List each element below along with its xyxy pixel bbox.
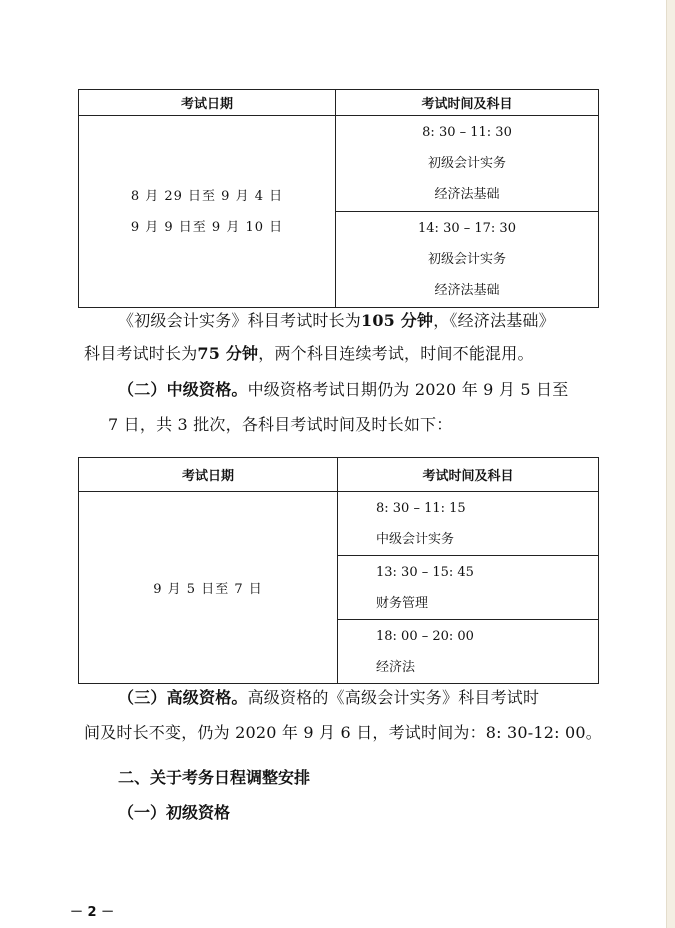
- table1-header-date: 考试日期: [79, 90, 336, 116]
- table1-slot-2-time: 14: 30 – 17: 30: [418, 221, 516, 236]
- table2-slot-3-subject: 经济法: [376, 659, 416, 675]
- table2-slot-2-subject: 财务管理: [376, 595, 429, 611]
- para1-line2: [84, 344, 534, 364]
- para3-line2: [84, 723, 602, 743]
- para3-text-1: 高级资格的《高级会计实务》科目考试时: [247, 688, 540, 707]
- table1-date-cell: [79, 116, 336, 308]
- para3-line1: [118, 688, 539, 708]
- table1-slot-1: [336, 116, 599, 212]
- table2-date-cell: [79, 492, 338, 684]
- section2-subheading: （一）初级资格: [118, 803, 231, 822]
- table2-slot-3-time: 18: 00 – 20: 00: [376, 628, 474, 644]
- para2-title: （二）中级资格。: [118, 380, 248, 399]
- para3-title: （三）高级资格。: [118, 688, 248, 707]
- para1-duration-1: 105 分钟: [361, 311, 434, 330]
- para1-text-a: 《初级会计实务》科目考试时长为: [118, 311, 362, 330]
- table1-slot-2-subject-2: 经济法基础: [434, 283, 500, 298]
- section2-heading: 二、关于考务日程调整安排: [118, 768, 311, 787]
- table1-header-time: 考试时间及科目: [336, 90, 599, 116]
- table2-slot-1-time: 8: 30 – 11: 15: [376, 500, 466, 516]
- para3-text-2: 间及时长不变，仍为 2020 年 9 月 6 日，考试时间为：8: 30-12: 00。: [84, 723, 603, 742]
- para2-text-1: 中级资格考试日期仍为 2020 年 9 月 5 日至: [247, 380, 569, 399]
- para1-text-c: ，《经济法基础》: [433, 311, 555, 330]
- intermediate-exam-table: [78, 457, 599, 684]
- table1-slot-2: [336, 212, 599, 308]
- para2-text-2: 7 日，共 3 批次，各科目考试时间及时长如下：: [108, 415, 453, 434]
- para1-line1: [118, 311, 555, 331]
- table2-date: 9 月 5 日至 7 日: [153, 582, 263, 597]
- table2-header-date: 考试日期: [79, 458, 338, 492]
- table2-header-time: 考试时间及科目: [338, 458, 599, 492]
- table2-slot-2-time: 13: 30 – 15: 45: [376, 564, 474, 580]
- page-number: － 2 －: [70, 905, 115, 920]
- para2-line2: [108, 415, 452, 435]
- table2-slot-3: [338, 620, 599, 684]
- table1-date-2: 9 月 9 日至 9 月 10 日: [130, 219, 284, 235]
- table1-slot-2-subject-1: 初级会计实务: [427, 252, 506, 267]
- para1-duration-2: 75 分钟: [197, 344, 259, 363]
- table1-slot-1-time: 8: 30 – 11: 30: [422, 125, 512, 140]
- para2-line1: [118, 380, 568, 400]
- table2-slot-1-subject: 中级会计实务: [376, 531, 455, 547]
- table1-date-1: 8 月 29 日至 9 月 4 日: [130, 188, 284, 204]
- table1-slot-1-subject-2: 经济法基础: [434, 187, 500, 202]
- primary-exam-table: [78, 89, 599, 308]
- table2-slot-2: [338, 556, 599, 620]
- para1-text-d: 科目考试时长为: [84, 344, 198, 363]
- para1-text-e: ，两个科目连续考试，时间不能混用。: [258, 344, 534, 363]
- table2-slot-1: [338, 492, 599, 556]
- table1-slot-1-subject-1: 初级会计实务: [427, 156, 506, 171]
- page-edge: [666, 0, 675, 928]
